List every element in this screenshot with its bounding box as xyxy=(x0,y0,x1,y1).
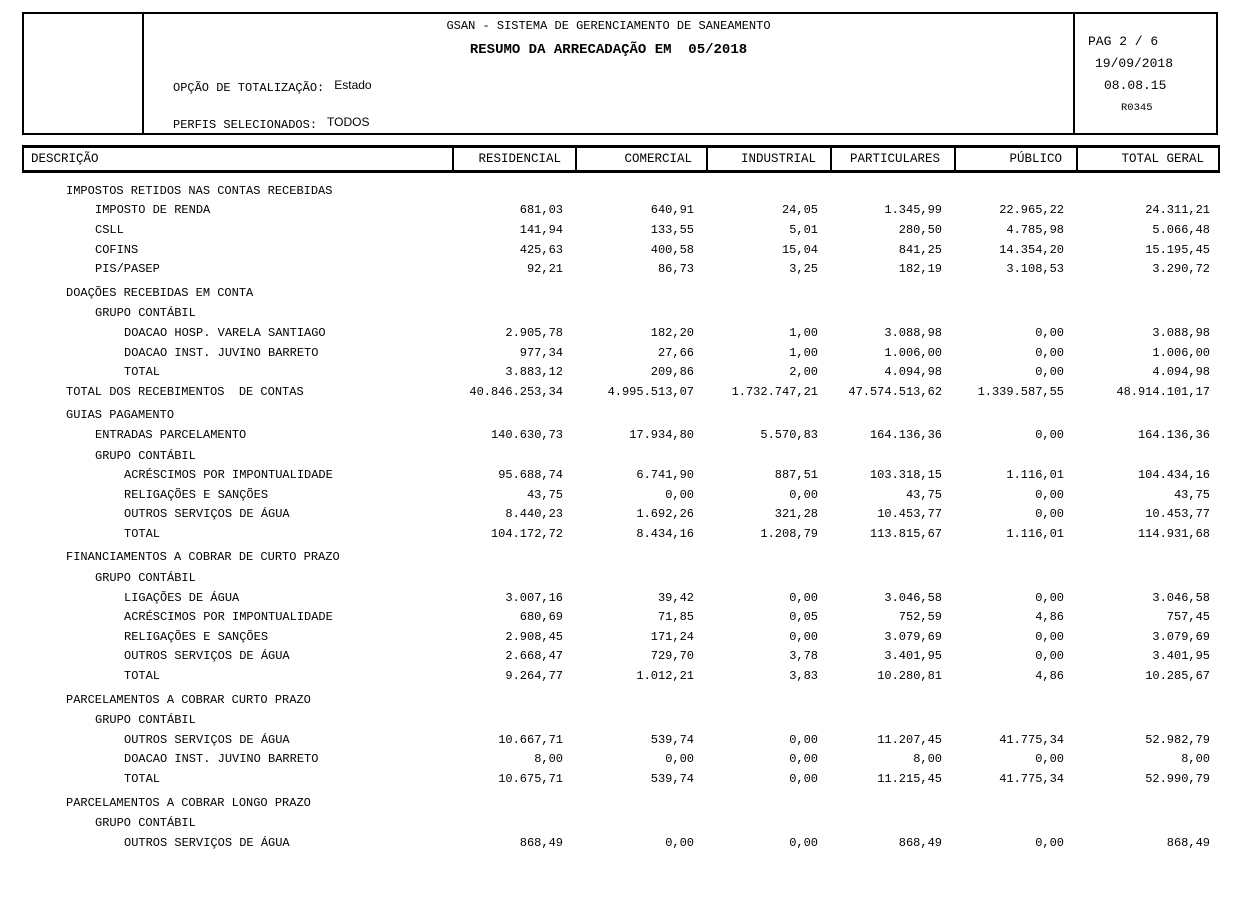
row-label: CSLL xyxy=(95,222,124,237)
column-header-industrial: INDUSTRIAL xyxy=(706,148,830,170)
cell-value: 14.354,20 xyxy=(999,242,1064,257)
section-row xyxy=(22,813,1220,833)
report-code: R0345 xyxy=(1121,102,1153,114)
table-row xyxy=(22,627,1220,647)
cell-value: 114.931,68 xyxy=(1137,526,1210,541)
cell-value: 41.775,34 xyxy=(999,732,1064,747)
cell-value: 0,00 xyxy=(1035,835,1064,850)
header-center xyxy=(144,14,1073,133)
cell-value: 1.116,01 xyxy=(1006,468,1064,483)
cell-value: 4.995.513,07 xyxy=(607,384,694,399)
cell-value: 40.846.253,34 xyxy=(469,384,563,399)
section-row xyxy=(22,181,1220,201)
cell-value: 141,94 xyxy=(519,222,563,237)
cell-value: 3.079,69 xyxy=(1152,629,1210,644)
cell-value: 43,75 xyxy=(1173,487,1210,502)
report-title: RESUMO DA ARRECADAÇÃO EM 05/2018 xyxy=(469,42,748,58)
cell-value: 1.692,26 xyxy=(636,507,694,522)
row-label: GRUPO CONTÁBIL xyxy=(95,571,196,586)
cell-value: 171,24 xyxy=(650,629,694,644)
cell-value: 0,00 xyxy=(665,752,694,767)
section-row xyxy=(22,568,1220,588)
cell-value: 4.094,98 xyxy=(884,365,942,380)
cell-value: 11.207,45 xyxy=(877,732,942,747)
cell-value: 757,45 xyxy=(1166,610,1210,625)
cell-value: 24.311,21 xyxy=(1145,203,1210,218)
page-number: PAG 2 / 6 xyxy=(1088,34,1159,49)
cell-value: 280,50 xyxy=(898,222,942,237)
cell-value: 1.208,79 xyxy=(760,526,818,541)
section-row xyxy=(22,548,1220,568)
cell-value: 0,00 xyxy=(1035,345,1064,360)
cell-value: 4,86 xyxy=(1035,669,1064,684)
column-header-comercial: COMERCIAL xyxy=(575,148,706,170)
cell-value: 1.006,00 xyxy=(884,345,942,360)
table-row xyxy=(22,588,1220,608)
cell-value: 841,25 xyxy=(898,242,942,257)
table-row xyxy=(22,343,1220,363)
cell-value: 43,75 xyxy=(526,487,563,502)
cell-value: 3,25 xyxy=(789,262,818,277)
row-label: FINANCIAMENTOS A COBRAR DE CURTO PRAZO xyxy=(66,550,340,565)
cell-value: 133,55 xyxy=(650,222,694,237)
row-label: GRUPO CONTÁBIL xyxy=(95,816,196,831)
cell-value: 640,91 xyxy=(650,203,694,218)
cell-value: 10.285,67 xyxy=(1145,669,1210,684)
column-header-publico: PÚBLICO xyxy=(954,148,1076,170)
cell-value: 47.574.513,62 xyxy=(848,384,942,399)
cell-value: 2,00 xyxy=(789,365,818,380)
cell-value: 3.046,58 xyxy=(884,590,942,605)
cell-value: 10.453,77 xyxy=(1145,507,1210,522)
cell-value: 1,00 xyxy=(789,325,818,340)
cell-value: 3.088,98 xyxy=(884,325,942,340)
totalization-option xyxy=(173,80,372,95)
row-label: ENTRADAS PARCELAMENTO xyxy=(95,427,247,442)
cell-value: 680,69 xyxy=(519,610,563,625)
cell-value: 400,58 xyxy=(650,242,694,257)
cell-value: 0,00 xyxy=(665,835,694,850)
cell-value: 10.453,77 xyxy=(877,507,942,522)
cell-value: 681,03 xyxy=(519,203,563,218)
cell-value: 8,00 xyxy=(913,752,942,767)
table-row xyxy=(22,833,1220,853)
cell-value: 321,28 xyxy=(774,507,818,522)
cell-value: 752,59 xyxy=(898,610,942,625)
row-label: PARCELAMENTOS A COBRAR LONGO PRAZO xyxy=(66,795,311,810)
cell-value: 0,00 xyxy=(789,752,818,767)
profiles-value: TODOS xyxy=(327,115,370,129)
row-label: DOACAO INST. JUVINO BARRETO xyxy=(124,345,319,360)
cell-value: 52.990,79 xyxy=(1145,772,1210,787)
cell-value: 43,75 xyxy=(905,487,942,502)
cell-value: 3.007,16 xyxy=(505,590,563,605)
row-label: GRUPO CONTÁBIL xyxy=(95,448,196,463)
cell-value: 868,49 xyxy=(519,835,563,850)
table-row xyxy=(22,425,1220,445)
cell-value: 182,20 xyxy=(650,325,694,340)
section-row xyxy=(22,793,1220,813)
cell-value: 887,51 xyxy=(774,468,818,483)
row-label: OUTROS SERVIÇOS DE ÁGUA xyxy=(124,835,290,850)
row-label: TOTAL xyxy=(124,772,161,787)
cell-value: 86,73 xyxy=(657,262,694,277)
cell-value: 1.012,21 xyxy=(636,669,694,684)
logo-area xyxy=(24,14,144,133)
row-label: OUTROS SERVIÇOS DE ÁGUA xyxy=(124,649,290,664)
report-header xyxy=(22,12,1218,135)
section-row xyxy=(22,690,1220,710)
table-row xyxy=(22,666,1220,686)
cell-value: 71,85 xyxy=(657,610,694,625)
cell-value: 0,00 xyxy=(1035,427,1064,442)
cell-value: 3.088,98 xyxy=(1152,325,1210,340)
row-label: RELIGAÇÕES E SANÇÕES xyxy=(124,629,269,644)
cell-value: 3.401,95 xyxy=(884,649,942,664)
cell-value: 6.741,90 xyxy=(636,468,694,483)
cell-value: 1.006,00 xyxy=(1152,345,1210,360)
cell-value: 140.630,73 xyxy=(490,427,563,442)
cell-value: 0,00 xyxy=(1035,365,1064,380)
cell-value: 1.345,99 xyxy=(884,203,942,218)
system-title: GSAN - SISTEMA DE GERENCIAMENTO DE SANEAMENTO xyxy=(446,19,771,33)
cell-value: 17.934,80 xyxy=(629,427,694,442)
table-row xyxy=(22,201,1220,221)
cell-value: 3.401,95 xyxy=(1152,649,1210,664)
row-label: RELIGAÇÕES E SANÇÕES xyxy=(124,487,269,502)
page-info-box xyxy=(1073,14,1216,133)
cell-value: 5,01 xyxy=(789,222,818,237)
totalization-label: OPÇÃO DE TOTALIZAÇÃO: xyxy=(173,81,325,95)
cell-value: 0,00 xyxy=(1035,752,1064,767)
cell-value: 9.264,77 xyxy=(505,669,563,684)
cell-value: 2.908,45 xyxy=(505,629,563,644)
table-row xyxy=(22,259,1220,279)
cell-value: 92,21 xyxy=(526,262,563,277)
column-header-total-geral: TOTAL GERAL xyxy=(1076,148,1218,170)
cell-value: 4.094,98 xyxy=(1152,365,1210,380)
cell-value: 209,86 xyxy=(650,365,694,380)
row-label: IMPOSTO DE RENDA xyxy=(95,203,211,218)
row-label: DOAÇÕES RECEBIDAS EM CONTA xyxy=(66,285,254,300)
cell-value: 164.136,36 xyxy=(1137,427,1210,442)
table-row xyxy=(22,382,1220,402)
table-header xyxy=(22,145,1220,173)
cell-value: 4.785,98 xyxy=(1006,222,1064,237)
cell-value: 22.965,22 xyxy=(999,203,1064,218)
cell-value: 8,00 xyxy=(1181,752,1210,767)
cell-value: 1.339.587,55 xyxy=(977,384,1064,399)
table-body xyxy=(22,177,1220,853)
cell-value: 10.675,71 xyxy=(498,772,563,787)
cell-value: 10.667,71 xyxy=(498,732,563,747)
cell-value: 8.434,16 xyxy=(636,526,694,541)
cell-value: 104.172,72 xyxy=(490,526,563,541)
row-label: DOACAO HOSP. VARELA SANTIAGO xyxy=(124,325,326,340)
table-row xyxy=(22,362,1220,382)
table-row xyxy=(22,750,1220,770)
table-row xyxy=(22,769,1220,789)
table-row xyxy=(22,323,1220,343)
cell-value: 52.982,79 xyxy=(1145,732,1210,747)
row-label: LIGAÇÕES DE ÁGUA xyxy=(124,590,240,605)
cell-value: 113.815,67 xyxy=(869,526,942,541)
cell-value: 1.116,01 xyxy=(1006,526,1064,541)
table-row xyxy=(22,465,1220,485)
cell-value: 539,74 xyxy=(650,772,694,787)
cell-value: 1,00 xyxy=(789,345,818,360)
profiles-label: PERFIS SELECIONADOS: xyxy=(173,118,318,132)
cell-value: 10.280,81 xyxy=(877,669,942,684)
section-row xyxy=(22,446,1220,466)
row-label: TOTAL DOS RECEBIMENTOS DE CONTAS xyxy=(66,384,304,399)
cell-value: 1.732.747,21 xyxy=(731,384,818,399)
cell-value: 3,83 xyxy=(789,669,818,684)
table-row xyxy=(22,524,1220,544)
cell-value: 3.883,12 xyxy=(505,365,563,380)
cell-value: 0,00 xyxy=(1035,487,1064,502)
cell-value: 539,74 xyxy=(650,732,694,747)
row-label: PARCELAMENTOS A COBRAR CURTO PRAZO xyxy=(66,692,311,707)
cell-value: 425,63 xyxy=(519,242,563,257)
row-label: TOTAL xyxy=(124,669,161,684)
section-row xyxy=(22,406,1220,426)
cell-value: 0,00 xyxy=(789,590,818,605)
cell-value: 977,34 xyxy=(519,345,563,360)
section-row xyxy=(22,283,1220,303)
cell-value: 0,00 xyxy=(1035,325,1064,340)
row-label: TOTAL xyxy=(124,526,161,541)
cell-value: 8,00 xyxy=(534,752,563,767)
cell-value: 48.914.101,17 xyxy=(1116,384,1210,399)
cell-value: 39,42 xyxy=(657,590,694,605)
cell-value: 15.195,45 xyxy=(1145,242,1210,257)
table-row xyxy=(22,505,1220,525)
totalization-value: Estado xyxy=(334,78,372,92)
row-label: GRUPO CONTÁBIL xyxy=(95,306,196,321)
cell-value: 3.290,72 xyxy=(1152,262,1210,277)
cell-value: 0,00 xyxy=(789,487,818,502)
cell-value: 0,00 xyxy=(1035,629,1064,644)
cell-value: 0,00 xyxy=(789,835,818,850)
row-label: ACRÉSCIMOS POR IMPONTUALIDADE xyxy=(124,610,333,625)
cell-value: 0,00 xyxy=(665,487,694,502)
column-header-descricao: DESCRIÇÃO xyxy=(31,152,99,166)
cell-value: 104.434,16 xyxy=(1137,468,1210,483)
row-label: GUIAS PAGAMENTO xyxy=(66,408,175,423)
row-label: IMPOSTOS RETIDOS NAS CONTAS RECEBIDAS xyxy=(66,183,333,198)
cell-value: 5.066,48 xyxy=(1152,222,1210,237)
cell-value: 0,00 xyxy=(789,772,818,787)
cell-value: 11.215,45 xyxy=(877,772,942,787)
cell-value: 0,05 xyxy=(789,610,818,625)
cell-value: 3.079,69 xyxy=(884,629,942,644)
section-row xyxy=(22,710,1220,730)
table-row xyxy=(22,607,1220,627)
column-header-residencial: RESIDENCIAL xyxy=(452,148,575,170)
row-label: OUTROS SERVIÇOS DE ÁGUA xyxy=(124,732,290,747)
table-row xyxy=(22,220,1220,240)
cell-value: 0,00 xyxy=(789,629,818,644)
cell-value: 41.775,34 xyxy=(999,772,1064,787)
cell-value: 4,86 xyxy=(1035,610,1064,625)
row-label: COFINS xyxy=(95,242,139,257)
cell-value: 2.668,47 xyxy=(505,649,563,664)
table-row xyxy=(22,647,1220,667)
table-row xyxy=(22,240,1220,260)
row-label: ACRÉSCIMOS POR IMPONTUALIDADE xyxy=(124,468,333,483)
selected-profiles xyxy=(173,117,369,132)
cell-value: 24,05 xyxy=(781,203,818,218)
cell-value: 95.688,74 xyxy=(498,468,563,483)
cell-value: 5.570,83 xyxy=(760,427,818,442)
cell-value: 0,00 xyxy=(1035,507,1064,522)
cell-value: 868,49 xyxy=(1166,835,1210,850)
cell-value: 0,00 xyxy=(1035,590,1064,605)
table-row xyxy=(22,730,1220,750)
cell-value: 103.318,15 xyxy=(869,468,942,483)
cell-value: 868,49 xyxy=(898,835,942,850)
cell-value: 15,04 xyxy=(781,242,818,257)
cell-value: 0,00 xyxy=(1035,649,1064,664)
section-row xyxy=(22,304,1220,324)
cell-value: 0,00 xyxy=(789,732,818,747)
row-label: GRUPO CONTÁBIL xyxy=(95,713,196,728)
cell-value: 8.440,23 xyxy=(505,507,563,522)
cell-value: 164.136,36 xyxy=(869,427,942,442)
report-time: 08.08.15 xyxy=(1104,78,1167,93)
cell-value: 2.905,78 xyxy=(505,325,563,340)
table-row xyxy=(22,485,1220,505)
column-header-particulares: PARTICULARES xyxy=(830,148,954,170)
cell-value: 3,78 xyxy=(789,649,818,664)
cell-value: 27,66 xyxy=(657,345,694,360)
row-label: TOTAL xyxy=(124,365,161,380)
report-date: 19/09/2018 xyxy=(1095,56,1174,71)
cell-value: 3.108,53 xyxy=(1006,262,1064,277)
row-label: OUTROS SERVIÇOS DE ÁGUA xyxy=(124,507,290,522)
row-label: DOACAO INST. JUVINO BARRETO xyxy=(124,752,319,767)
cell-value: 729,70 xyxy=(650,649,694,664)
row-label: PIS/PASEP xyxy=(95,262,160,277)
cell-value: 3.046,58 xyxy=(1152,590,1210,605)
cell-value: 182,19 xyxy=(898,262,942,277)
